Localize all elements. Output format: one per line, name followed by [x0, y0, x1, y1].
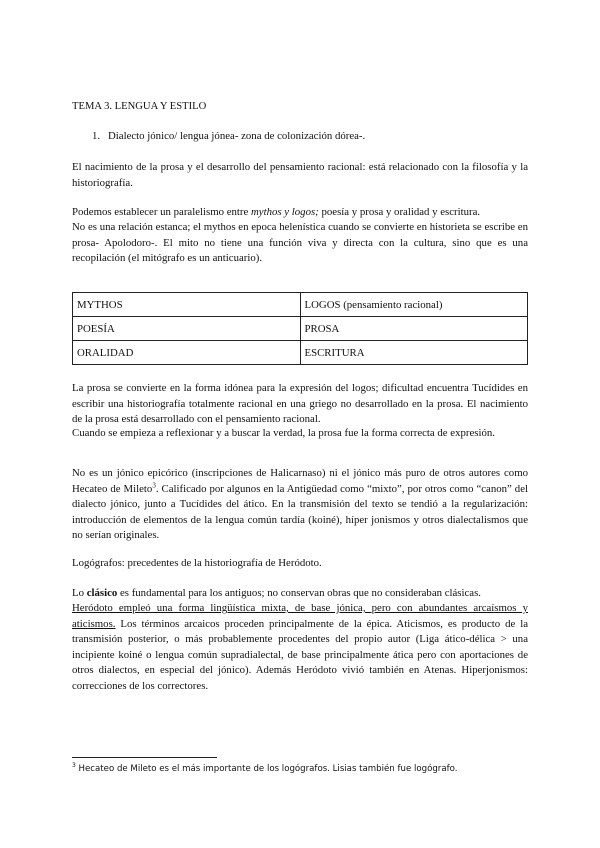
footnote-reference[interactable]: 3 [152, 481, 156, 489]
paragraph-2-italic: mythos y logos; [251, 206, 319, 218]
paragraph-8-bold: clásico [86, 587, 118, 599]
paragraph-2 [72, 205, 528, 221]
table-cell: POESÍA [73, 317, 301, 341]
paragraph-6 [72, 466, 528, 544]
page-title: TEMA 3. LENGUA Y ESTILO [72, 101, 207, 112]
table-row [73, 317, 528, 341]
paragraph-7: Logógrafos: precedentes de la historiografía de Heródoto. [72, 557, 322, 569]
table-cell: LOGOS (pensamiento racional) [300, 293, 528, 317]
footnote-number: 3 [72, 762, 76, 770]
paragraph-8-after: es fundamental para los antiguos; no conservan obras que no consideraban clásicas. [117, 587, 481, 599]
paragraph-2-before: Podemos establecer un paralelismo entre [72, 206, 251, 218]
list-number: 1. [92, 130, 101, 142]
paragraph-6-before: No es un jónico epicórico (inscripciones de Halicarnaso) ni el jónico más puro de otros autores como Hecateo de Mileto [72, 467, 528, 495]
paragraph-8 [72, 586, 528, 602]
table-cell: MYTHOS [73, 293, 301, 317]
paragraph-9-underlined: Heródoto empleó una forma lingüística mixta, de base jónica, pero con abundantes arcaísmos y aticismos. [72, 602, 528, 630]
footnote-text: Hecateo de Mileto es el más importante de los logógrafos. Lisias también fue logógrafo. [75, 764, 458, 774]
footnote [72, 764, 457, 774]
paragraph-9 [72, 601, 528, 695]
comparison-table [72, 292, 528, 365]
paragraph-2-after: poesía y prosa y oralidad y escritura. [318, 206, 481, 218]
paragraph-8-before: Lo [72, 587, 87, 599]
paragraph-1: El nacimiento de la prosa y el desarrollo del pensamiento racional: está relacionado con la filosofía y la historiografía. [72, 161, 528, 189]
paragraph-4: La prosa se convierte en la forma idónea para la expresión del logos; dificultad encuentra Tucídides en escribir una historiografía totalmente racional en una griego no desarrollado en la prosa. El nacimiento de la prosa está desarrollado con el pensamiento racional. [72, 382, 528, 426]
table-row [73, 293, 528, 317]
list-item [92, 130, 365, 142]
table-cell: ESCRITURA [300, 341, 528, 365]
paragraph-6-after: . Calificado por algunos en la Antigüedad como “mixto”, por otros como “canon” del dialecto jónico, junto a Tucídides del ático. En la transmisión del texto se tendió a la regularización: introducción de elementos de la lengua común tardía (koiné), híper jonismos y otros dialectalismos que no serían originales. [72, 482, 528, 542]
paragraph-5: Cuando se empieza a reflexionar y a buscar la verdad, la prosa fue la forma correcta de expresión. [72, 427, 495, 439]
table-cell: PROSA [300, 317, 528, 341]
table-row [73, 341, 528, 365]
paragraph-3: No es una relación estanca; el mythos en epoca helenística cuando se convierte en historieta se escribe en prosa- Apolodoro-. El mito no tiene una función viva y directa con la cultura, sino que es una recopilación (el mitógrafo es un anticuario). [72, 221, 528, 265]
paragraph-9-rest: Los términos arcaicos proceden principalmente de la épica. Aticismos, es producto de la transmisión posterior, o más probablemente procedentes del propio autor (Liga ático-délica > una incipiente koiné o lengua común supradialectal, de base principalmente ática pero con aportaciones de otros dialectos, en especial del jónico). Además Heródoto vivió también en Atenas. Hiperjonismos: correcciones de los correctores. [72, 617, 528, 692]
footnote-separator [72, 757, 217, 758]
list-text: Dialecto jónico/ lengua jónea- zona de colonización dórea-. [108, 130, 366, 142]
table-cell: ORALIDAD [73, 341, 301, 365]
